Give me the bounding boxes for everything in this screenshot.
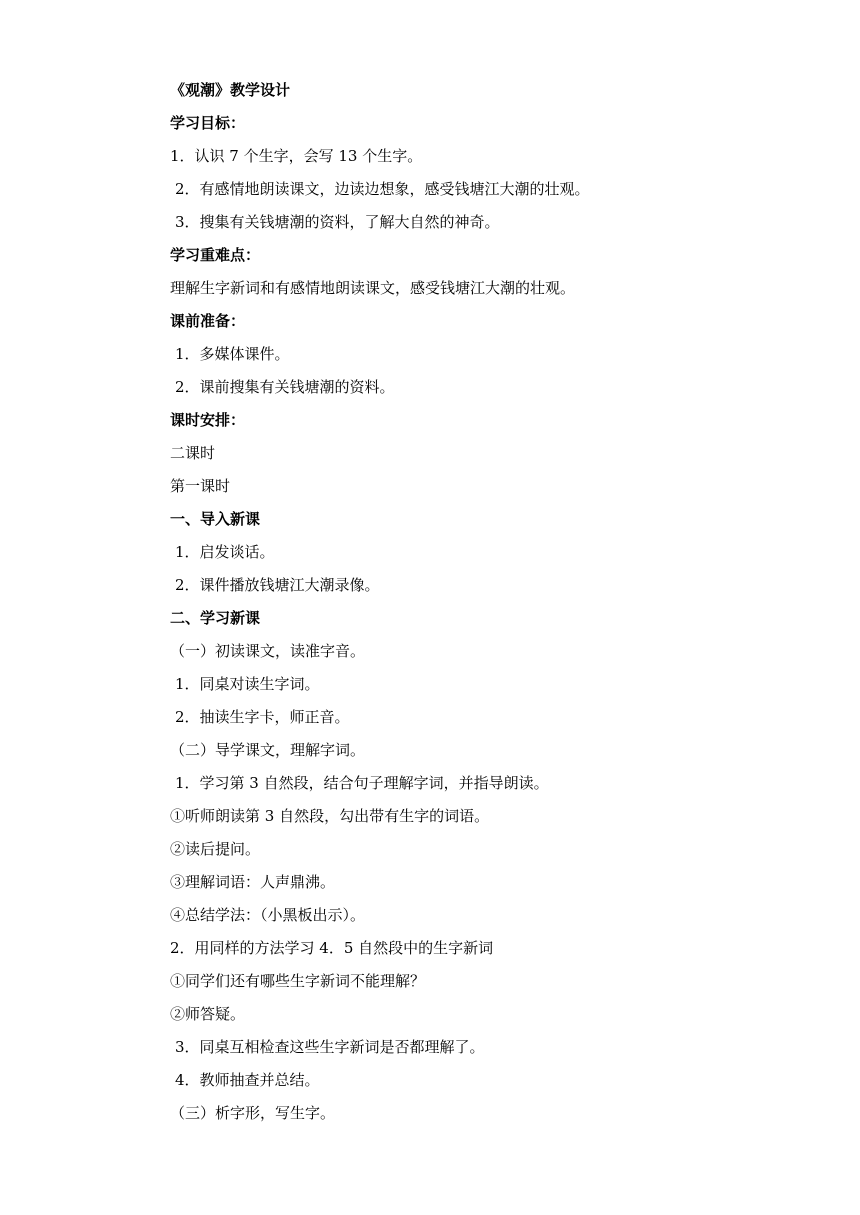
body-line: 1．学习第 3 自然段，结合句子理解字词，并指导朗读。 <box>175 774 549 792</box>
body-line: ③理解词语：人声鼎沸。 <box>170 873 336 891</box>
body-line: 3．同桌互相检查这些生字新词是否都理解了。 <box>175 1038 485 1056</box>
document-page <box>170 74 810 1130</box>
objective-line: 3．搜集有关钱塘潮的资料，了解大自然的神奇。 <box>175 213 500 231</box>
section-heading-preparation: 课前准备： <box>170 312 246 330</box>
preparation-line: 1．多媒体课件。 <box>175 345 290 363</box>
body-line: 1．同桌对读生字词。 <box>175 675 320 693</box>
body-line: ②读后提问。 <box>170 840 261 858</box>
body-line: 2．抽读生字卡，师正音。 <box>175 708 350 726</box>
body-line: 4．教师抽查并总结。 <box>175 1071 320 1089</box>
document-title: 《观潮》教学设计 <box>170 81 291 99</box>
objective-line: 2．有感情地朗读课文，边读边想象，感受钱塘江大潮的壮观。 <box>175 180 590 198</box>
subsection-heading: （二）导学课文，理解字词。 <box>170 741 366 759</box>
preparation-line: 2．课前搜集有关钱塘潮的资料。 <box>175 378 395 396</box>
lesson-label: 第一课时 <box>170 477 231 495</box>
section-heading-schedule: 课时安排： <box>170 411 246 429</box>
section-heading-key-points: 学习重难点： <box>170 246 261 264</box>
key-point-line: 理解生字新词和有感情地朗读课文，感受钱塘江大潮的壮观。 <box>170 279 576 297</box>
body-line: ①同学们还有哪些生字新词不能理解？ <box>170 972 426 990</box>
body-line: ②师答疑。 <box>170 1005 246 1023</box>
subsection-heading: （一）初读课文，读准字音。 <box>170 642 366 660</box>
objective-line: 1．认识 7 个生字，会写 13 个生字。 <box>170 147 423 165</box>
schedule-line: 二课时 <box>170 444 216 462</box>
section-heading-intro: 一、导入新课 <box>170 510 261 528</box>
body-line: 1．启发谈话。 <box>175 543 275 561</box>
body-line: ④总结学法：（小黑板出示）。 <box>170 906 366 924</box>
body-line: 2．用同样的方法学习 4．5 自然段中的生字新词 <box>170 939 494 957</box>
body-line: ①听师朗读第 3 自然段，勾出带有生字的词语。 <box>170 807 490 825</box>
body-line: 2．课件播放钱塘江大潮录像。 <box>175 576 380 594</box>
section-heading-new-lesson: 二、学习新课 <box>170 609 261 627</box>
subsection-heading: （三）析字形，写生字。 <box>170 1104 336 1122</box>
section-heading-objectives: 学习目标： <box>170 114 246 132</box>
